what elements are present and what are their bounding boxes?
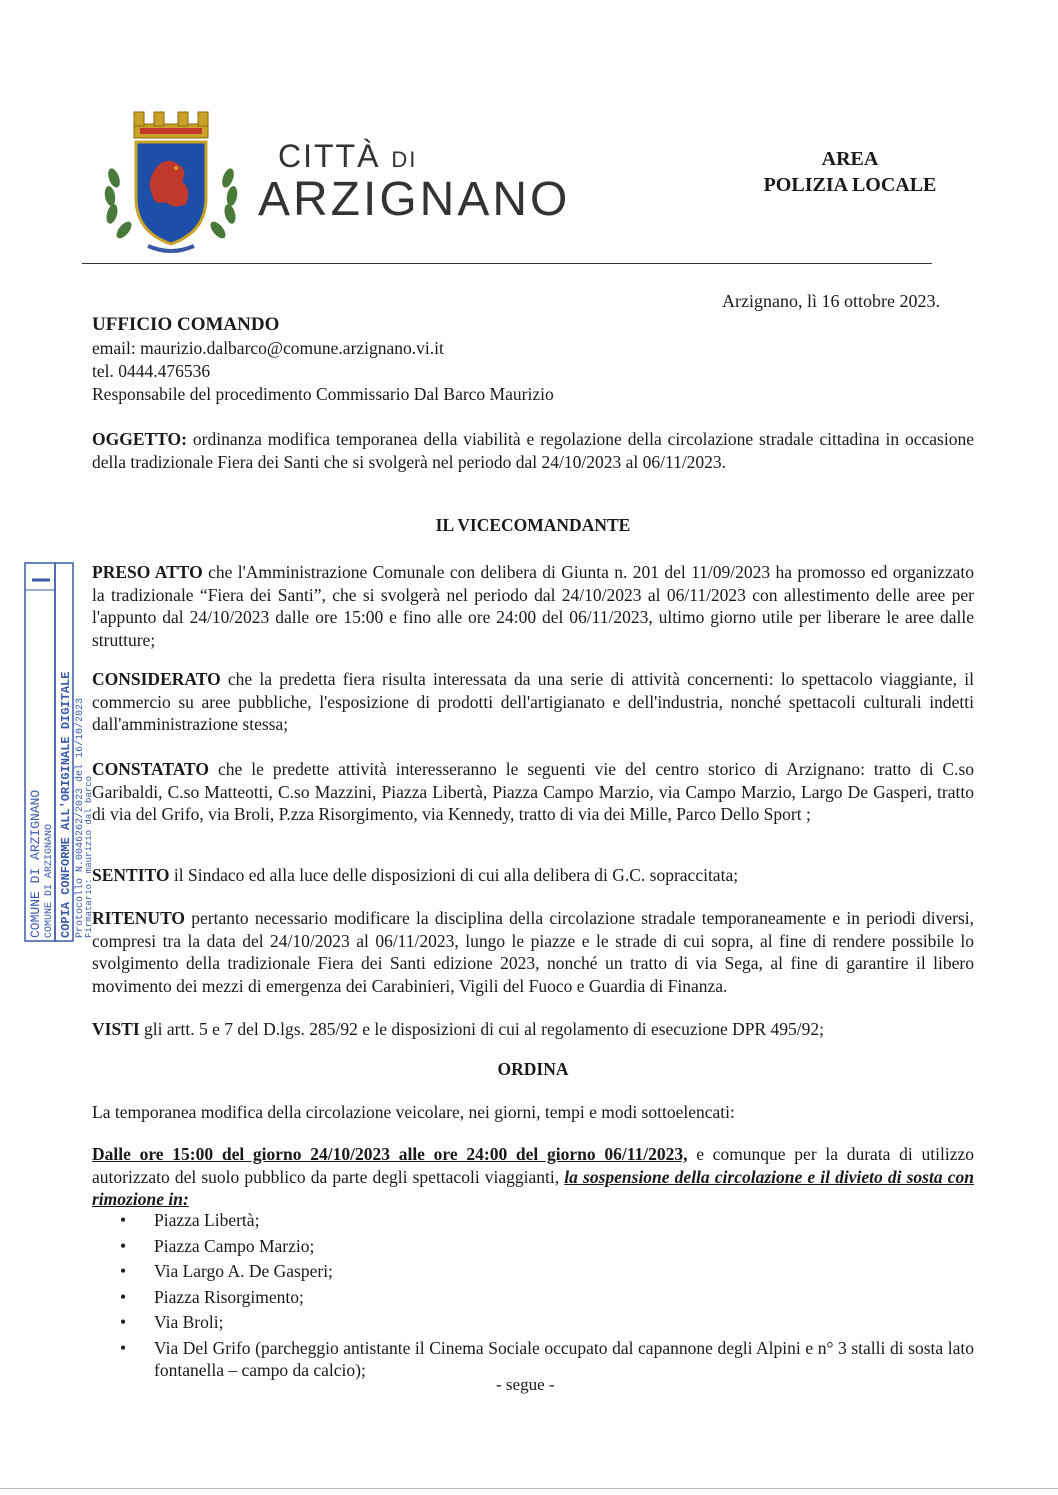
paragraph-lead: RITENUTO — [92, 908, 186, 928]
locations-list — [92, 1209, 974, 1382]
paragraph-text: che la predetta fiera risulta interessata da una serie di attività concernenti: lo spettacolo viaggiante, il commercio su aree pubbliche, l'esposizione di prodotti dell'artigianato e dell'industria, nonché spettacoli culturali indetti dall'amministrazione stessa; — [92, 669, 974, 734]
paragraph-ritenuto — [92, 907, 974, 997]
subject-paragraph — [92, 428, 974, 473]
continuation-note: - segue - — [496, 1375, 555, 1394]
order-block — [92, 1143, 974, 1211]
order-colon: : — [182, 1189, 189, 1209]
document-date: Arzignano, lì 16 ottobre 2023. — [722, 291, 940, 311]
list-item: • Via Del Grifo (parcheggio antistante il Cinema Sociale occupato dal capannone degli Alpini e n° 3 stalli di sosta lato fontanella – campo da calcio); — [92, 1337, 974, 1382]
office-email: email: maurizio.dalbarco@comune.arzignano.vi.it — [92, 338, 444, 358]
stamp-line-2: COMUNE DI ARZIGNANO — [44, 823, 55, 938]
city-crest-logo — [96, 108, 246, 258]
city-di: DI — [391, 147, 418, 172]
subject-label: OGGETTO: — [92, 429, 187, 449]
stamp-line-1: COMUNE DI ARZIGNANO — [28, 789, 43, 938]
page-bottom-edge — [0, 1488, 1058, 1489]
department-name: POLIZIA LOCALE — [763, 174, 937, 196]
office-title: UFFICIO COMANDO — [92, 314, 280, 335]
paragraph-preso-atto — [92, 561, 974, 651]
paragraph-lead: SENTITO — [92, 865, 170, 885]
list-item: • Piazza Campo Marzio; — [92, 1235, 974, 1258]
area-label: AREA — [821, 148, 879, 170]
department-heading — [735, 146, 965, 198]
heading-ordina: ORDINA — [497, 1059, 569, 1079]
list-item: • Via Largo A. De Gasperi; — [92, 1260, 974, 1283]
office-contact — [92, 337, 554, 406]
list-item: • Via Broli; — [92, 1311, 974, 1334]
locations-list-wrapper — [92, 1209, 974, 1385]
office-tel: tel. 0444.476536 — [92, 361, 211, 381]
order-middle-text: e comunque per la durata di utilizzo autorizzato del suolo pubblico da parte degli spettacoli viaggianti, — [92, 1144, 974, 1187]
paragraph-considerato — [92, 668, 974, 736]
paragraph-visti — [92, 1018, 974, 1041]
paragraph-text: che le predette attività interesseranno le seguenti vie del centro storico di Arzignano: tratto di C.so Garibaldi, C.so Matteotti, C.so Mazzini, Piazza Libertà, Piazza Campo Marzio, via Campo Marzio, Largo De Gasperi, tratto di via del Grifo, via Broli, P.zza Risorgimento, via Kennedy, tratto di via dei Mille, Parco Dello Sport ; — [92, 759, 974, 824]
stamp-line-5: Firmatario: maurizio dal barco — [84, 775, 94, 938]
paragraph-constatato — [92, 758, 974, 826]
stamp-line-3: COPIA CONFORME ALL'ORIGINALE DIGITALE — [59, 671, 73, 938]
paragraph-lead: CONSTATATO — [92, 759, 210, 779]
order-time-range: Dalle ore 15:00 del giorno 24/10/2023 alle ore 24:00 del giorno 06/11/2023, — [92, 1144, 688, 1164]
city-label — [278, 138, 417, 175]
paragraph-lead: CONSIDERATO — [92, 669, 221, 689]
order-measure: la sospensione della circolazione e il divieto di sosta con rimozione in — [92, 1166, 974, 1209]
protocol-stamp — [24, 562, 92, 942]
paragraph-text: gli artt. 5 e 7 del D.lgs. 285/92 e le disposizioni di cui al regolamento di esecuzione DPR 495/92; — [139, 1019, 824, 1039]
subject-text: ordinanza modifica temporanea della viabilità e regolazione della circolazione stradale cittadina in occasione della tradizionale Fiera dei Santi che si svolgerà nel periodo dal 24/10/2023 al 06/11/2023. — [92, 429, 974, 472]
order-intro: La temporanea modifica della circolazione veicolare, nei giorni, tempi e modi sottoelencati: — [92, 1102, 735, 1122]
city-prefix: CITTÀ — [278, 138, 381, 174]
list-item: • Piazza Libertà; — [92, 1209, 974, 1232]
heading-vicecomandante: IL VICECOMANDANTE — [435, 515, 631, 535]
paragraph-sentito — [92, 864, 974, 887]
paragraph-lead: VISTI — [92, 1019, 140, 1039]
paragraph-lead: PRESO ATTO — [92, 562, 203, 582]
paragraph-text: il Sindaco ed alla luce delle disposizioni di cui alla delibera di G.C. sopraccitata; — [169, 865, 739, 885]
office-responsible: Responsabile del procedimento Commissario Dal Barco Maurizio — [92, 384, 554, 404]
paragraph-text: che l'Amministrazione Comunale con delibera di Giunta n. 201 del 11/09/2023 ha promosso ed organizzato la tradizionale “Fiera dei Santi”, che si svolgerà nel periodo dal 24/10/2023 al 06/11/2023 con allestimento delle aree per l'appunto dal 24/10/2023 dalle ore 15:00 e fino alle ore 24:00 del 06/11/2023, ultimo giorno utile per liberare le aree dalle strutture; — [92, 562, 975, 650]
city-name: ARZIGNANO — [258, 173, 571, 226]
list-item: • Piazza Risorgimento; — [92, 1286, 974, 1309]
header-divider — [82, 263, 932, 264]
paragraph-text: pertanto necessario modificare la disciplina della circolazione stradale temporaneamente e in periodi diversi, compresi tra la data del 24/10/2023 al 06/11/2023, lungo le piazze e le strade di cui sopra, al fine di rendere possibile lo svolgimento della tradizionale Fiera dei Santi edizione 2023, nonché un tratto di via Sega, al fine di garantire il libero movimento dei mezzi di emergenza dei Carabinieri, Vigili del Fuoco e Guardia di Finanza. — [92, 908, 974, 996]
stamp-line-4: Protocollo N.0046262/2023 del 16/10/2023 — [75, 697, 86, 938]
